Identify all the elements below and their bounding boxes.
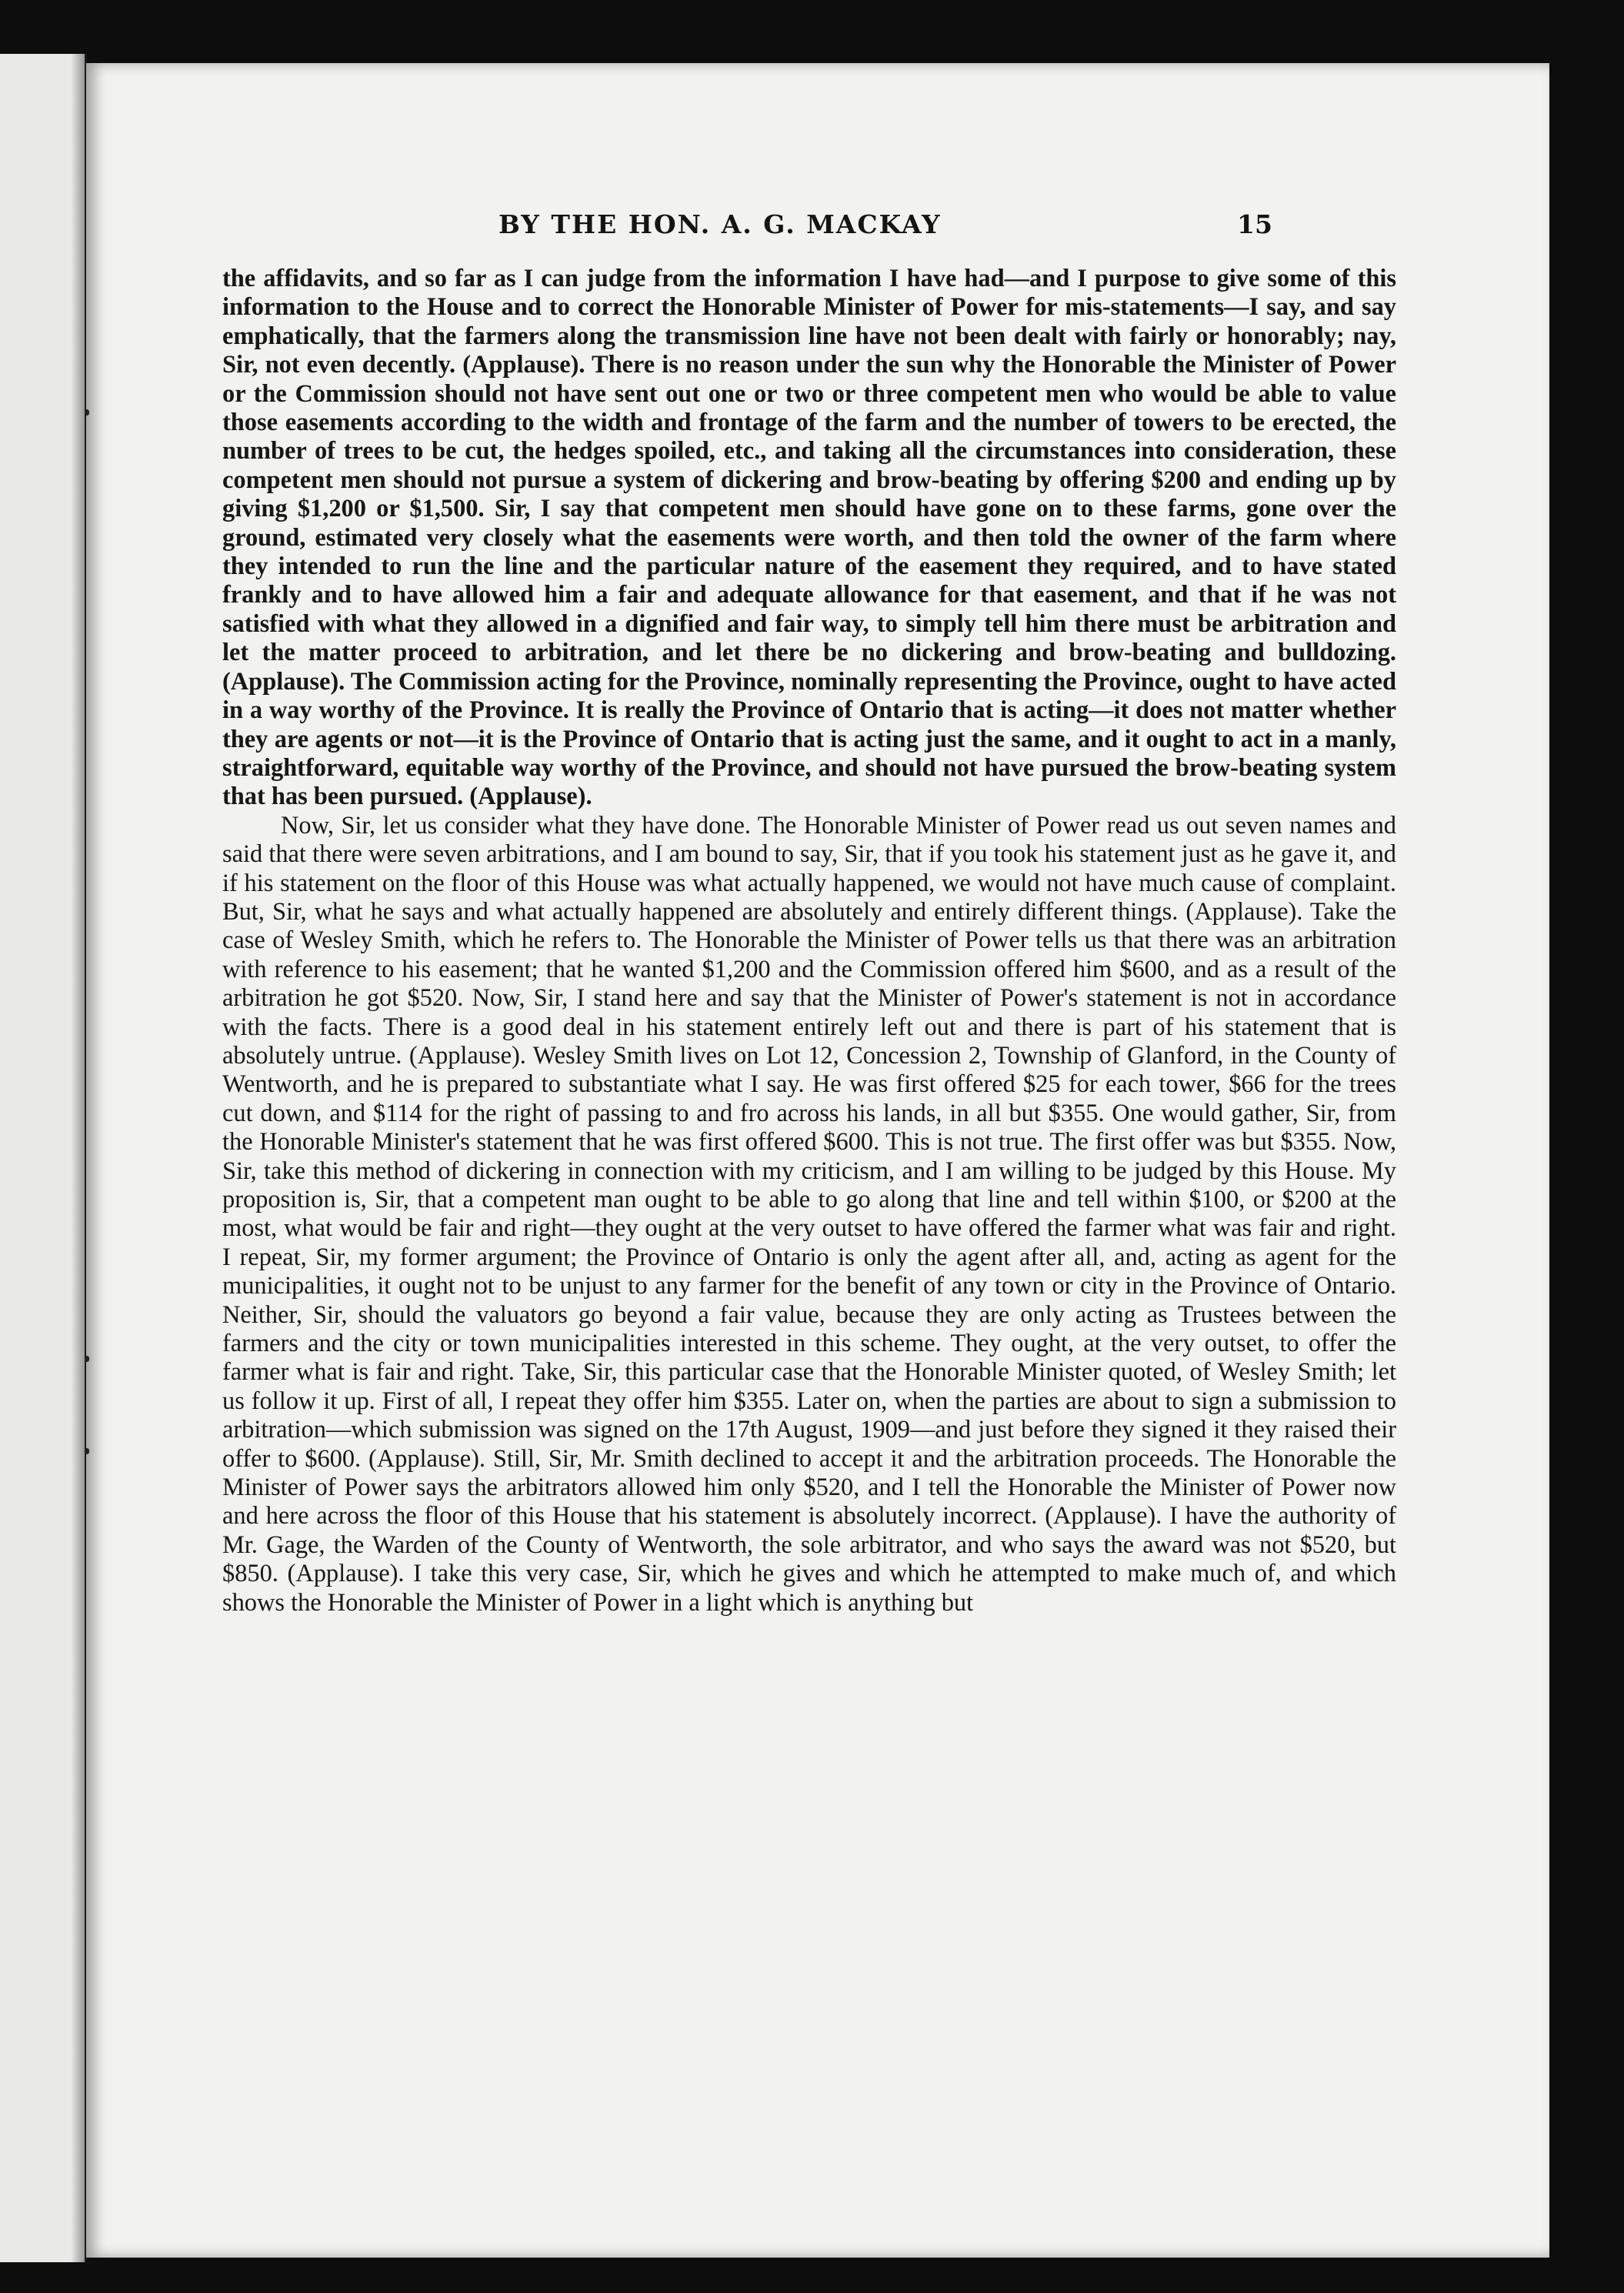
paragraph: the affidavits, and so far as I can judge from the information I have had—and I purpose to give some of this information to the House and to correct the Honorable Minister of Power for mis-statements—I say, and say emphatically, that the farmers along the transmission line have not been dealt with fairly or honorably; nay, Sir, not even decently. (Applause). There is no reason under the sun why the Honorable the Minister of Power or the Commission should not have sent out one or two or three competent men who would be able to value those easements according to the width and frontage of the farm and the number of towers to be erected, the number of trees to be cut, the hedges spoiled, etc., and taking all the circumstances into consideration, these competent men should not pursue a system of dickering and brow-beating by offering $200 and ending up by giving $1,200 or $1,500. Sir, I say that competent men should have gone on to these farms, gone over the ground, estimated very closely what the easements were worth, and then told the owner of the farm where they intended to run the line and the particular nature of the easement they required, and to have stated frankly and to have allowed him a fair and adequate allowance for that easement, and that if he was not satisfied with what they allowed in a dignified and fair way, to simply tell him there must be arbitration and let the matter proceed to arbitration, and let there be no dickering and brow-beating and bulldozing. (Applause). The Commission acting for the Province, nominally representing the Province, ought to have acted in a way worthy of the Province. It is really the Province of Ontario that is acting—it does not matter whether they are agents or not—it is the Province of Ontario that is acting just the same, and it ought to act in a manly, straightforward, equitable way worthy of the Province, and should not have pursued the brow-beating system that has been pursued. (Applause).	[222, 265, 1396, 811]
paragraph: Now, Sir, let us consider what they have done. The Honorable Minister of Power read us out seven names and said that there were seven arbitrations, and I am bound to say, Sir, that if you took his statement just as he gave it, and if his statement on the floor of this House was what actually happened, we would not have much cause of complaint. But, Sir, what he says and what actually happened are absolutely and entirely different things. (Applause). Take the case of Wesley Smith, which he refers to. The Honorable the Minister of Power tells us that there was an arbitration with reference to his easement; that he wanted $1,200 and the Commission offered him $600, and as a result of the arbitration he got $520. Now, Sir, I stand here and say that the Minister of Power's statement is not in accordance with the facts. There is a good deal in his statement entirely left out and there is part of his statement that is absolutely untrue. (Applause). Wesley Smith lives on Lot 12, Concession 2, Township of Glanford, in the County of Wentworth, and he is prepared to substantiate what I say. He was first offered $25 for each tower, $66 for the trees cut down, and $114 for the right of passing to and fro across his lands, in all but $355. One would gather, Sir, from the Honorable Minister's statement that he was first offered $600. This is not true. The first offer was but $355. Now, Sir, take this method of dickering in connection with my criticism, and I am willing to be judged by this House. My proposition is, Sir, that a competent man ought to be able to go along that line and tell within $100, or $200 at the most, what would be fair and right—they ought at the very outset to have offered the farmer what was fair and right. I repeat, Sir, my former argument; the Province of Ontario is only the agent after all, and, acting as agent for the municipalities, it ought not to be unjust to any farmer for the benefit of any town or city in the Province of Ontario. Neither, Sir, should the valuators go beyond a fair value, because they are only acting as Trustees between the farmers and the city or town municipalities interested in this scheme. They ought, at the very outset, to offer the farmer what is fair and right. Take, Sir, this particular case that the Honorable Minister quoted, of Wesley Smith; let us follow it up. First of all, I repeat they offer him $355. Later on, when the parties are about to sign a submission to arbitration—which submission was signed on the 17th August, 1909—and just before they signed it they raised their offer to $600. (Applause). Still, Sir, Mr. Smith declined to accept it and the arbitration proceeds. The Honorable the Minister of Power says the arbitrators allowed him only $520, and I tell the Honorable the Minister of Power now and here across the floor of this House that his statement is absolutely incorrect. (Applause). I have the authority of Mr. Gage, the Warden of the County of Wentworth, the sole arbitrator, and who says the award was not $520, but $850. (Applause). I take this very case, Sir, which he gives and which he attempted to make much of, and which shows the Honorable the Minister of Power in a light which is anything but	[222, 811, 1396, 1617]
left-page-edge	[0, 54, 87, 2262]
running-head	[86, 209, 1549, 248]
running-title: BY THE HON. A. G. MACKAY	[499, 209, 942, 239]
margin-mark	[85, 409, 89, 416]
body-text	[222, 265, 1396, 1617]
page	[86, 63, 1549, 2258]
margin-mark	[85, 1448, 89, 1454]
margin-mark	[85, 1356, 89, 1362]
page-number: 15	[1237, 209, 1272, 239]
